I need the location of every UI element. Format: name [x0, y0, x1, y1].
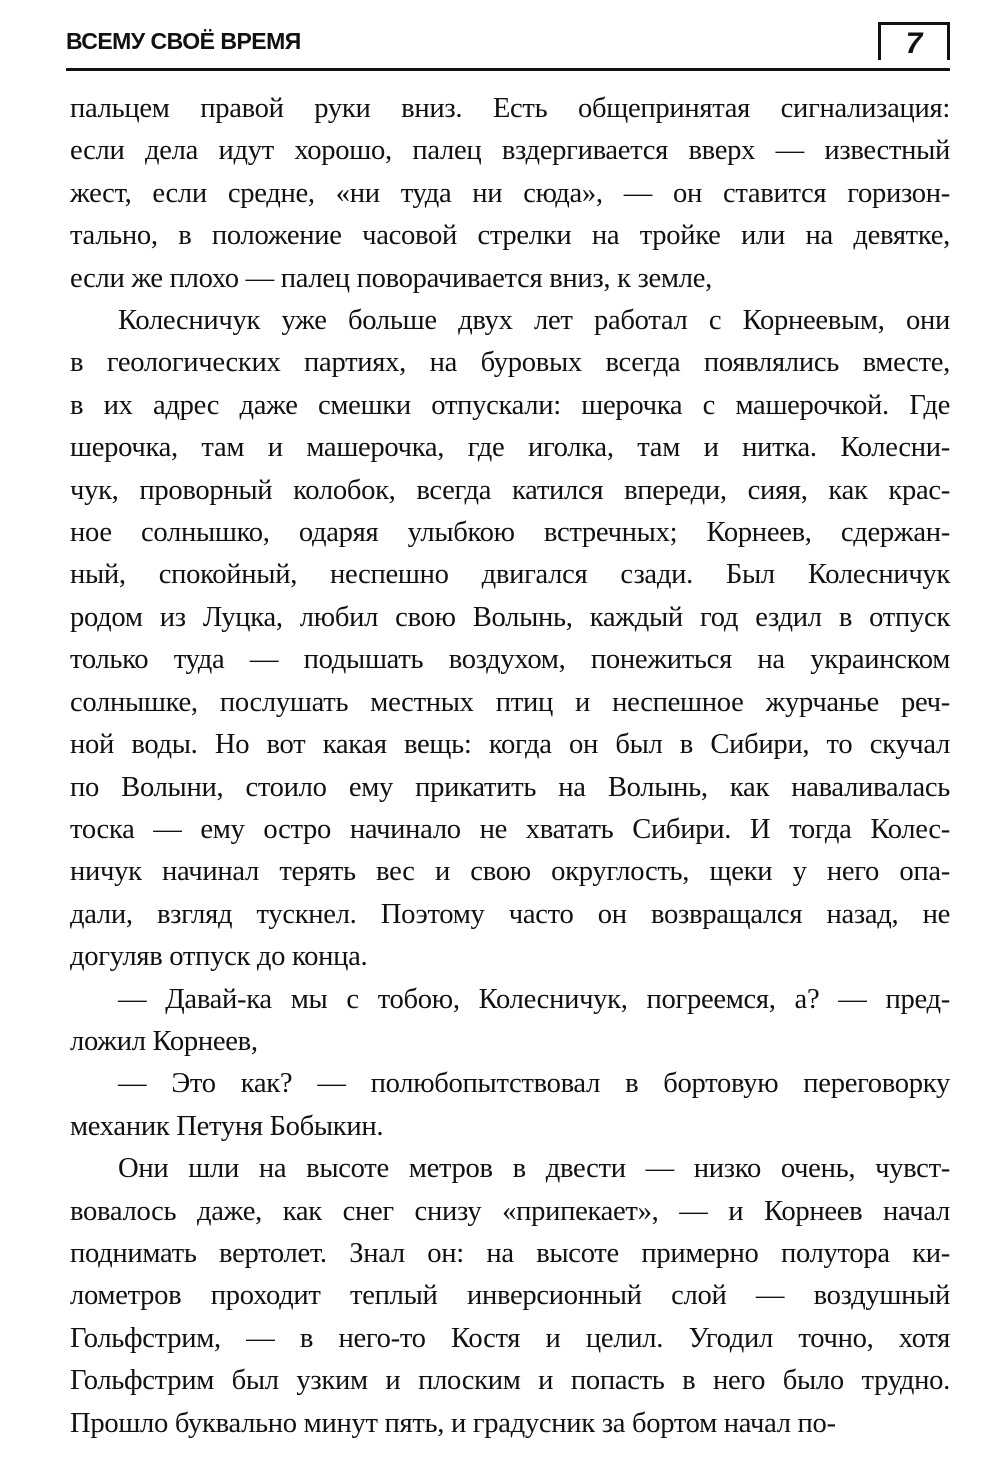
text-line: тоска — ему остро начинало не хватать Сибири. И тогда Колес- [70, 813, 950, 845]
text-line: Гольфстрим, — в него-то Костя и целил. Угодил точно, хотя [70, 1322, 950, 1354]
text-line: в их адрес даже смешки отпускали: шерочка с машерочкой. Где [70, 389, 950, 421]
text-line: ложил Корнеев, [70, 1025, 258, 1057]
text-line: ничук начинал терять вес и свою округлость, щеки у него опа- [70, 856, 950, 888]
paragraph [70, 300, 950, 979]
text-line: если же плохо — палец поворачивается вниз, к земле, [70, 262, 712, 294]
paragraph [70, 979, 950, 1064]
paragraph [70, 88, 950, 300]
text-line: чук, проворный колобок, всегда катился впереди, сияя, как крас- [70, 474, 950, 506]
text-line: родом из Луцка, любил свою Волынь, каждый год ездил в отпуск [70, 601, 950, 633]
text-line: дали, взгляд тускнел. Поэтому часто он возвращался назад, не [70, 898, 950, 930]
text-line: — Давай-ка мы с тобою, Колесничук, погреемся, а? — пред- [118, 983, 950, 1015]
body-text [70, 88, 950, 1445]
page-header [66, 16, 950, 71]
text-line: солнышке, послушать местных птиц и неспешное журчанье реч- [70, 686, 950, 718]
text-line: шерочка, там и машерочка, где иголка, там и нитка. Колесни- [70, 432, 950, 464]
text-line: вовалось даже, как снег снизу «припекает», — и Корнеев начал [70, 1195, 950, 1227]
running-title: ВСЕМУ СВОЁ ВРЕМЯ [66, 28, 301, 54]
paragraph [70, 1063, 950, 1148]
text-line: жест, если средне, «ни туда ни сюда», — он ставится горизон- [70, 177, 950, 209]
text-line: ной воды. Но вот какая вещь: когда он был в Сибири, то скучал [70, 729, 950, 761]
text-line: если дела идут хорошо, палец вздергивается вверх — известный [70, 135, 950, 167]
text-line: Прошло буквально минут пять, и градусник за бортом начал по- [70, 1407, 836, 1439]
text-line: лометров проходит теплый инверсионный слой — воздушный [70, 1280, 950, 1312]
text-line: — Это как? — полюбопытствовал в бортовую переговорку [118, 1068, 950, 1100]
text-line: догуляв отпуск до конца. [70, 941, 368, 973]
text-line: ный, спокойный, неспешно двигался сзади. Был Колесничук [70, 559, 950, 591]
text-line: по Волыни, стоило ему прикатить на Волынь, как наваливалась [70, 771, 950, 803]
text-line: поднимать вертолет. Знал он: на высоте примерно полутора ки- [70, 1237, 950, 1269]
text-line: ное солнышко, одаряя улыбкою встречных; Корнеев, сдержан- [70, 517, 950, 549]
text-line: Они шли на высоте метров в двести — низко очень, чувст- [118, 1153, 950, 1185]
text-line: пальцем правой руки вниз. Есть общепринятая сигнализация: [70, 93, 950, 124]
paragraph [70, 1148, 950, 1445]
text-line: механик Петуня Бобыкин. [70, 1110, 384, 1142]
page-number: 7 [878, 22, 950, 60]
text-line: Колесничук уже больше двух лет работал с Корнеевым, они [118, 305, 950, 337]
text-line: тально, в положение часовой стрелки на тройке или на девятке, [70, 220, 950, 252]
text-line: только туда — подышать воздухом, понежиться на украинском [70, 644, 950, 676]
text-line: Гольфстрим был узким и плоским и попасть в него было трудно. [70, 1365, 950, 1397]
text-line: в геологических партиях, на буровых всегда появлялись вместе, [70, 347, 950, 379]
